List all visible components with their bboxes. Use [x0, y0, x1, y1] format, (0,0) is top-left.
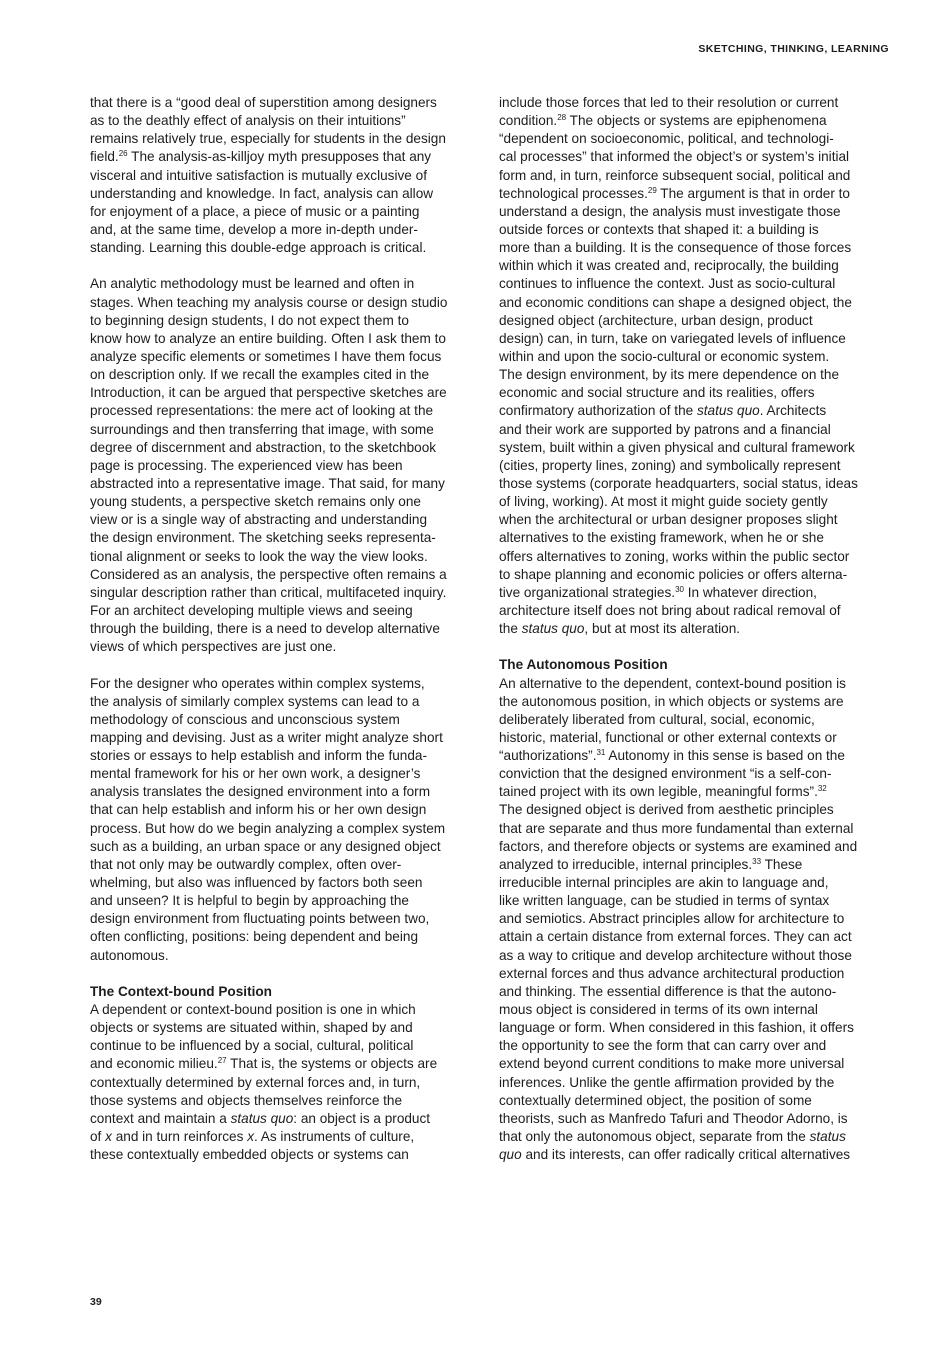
italic-text: status — [809, 1129, 846, 1145]
text-run: that there is a “good deal of superstition among designers — [90, 95, 437, 110]
text-line — [90, 330, 486, 348]
page-number: 39 — [90, 1296, 102, 1308]
footnote-ref: 32 — [817, 784, 827, 794]
paragraph-gap — [90, 965, 486, 983]
text-line — [90, 148, 486, 166]
text-line — [90, 1074, 486, 1092]
text-run: these contextually embedded objects or systems can — [90, 1147, 409, 1163]
text-run: continues to influence the context. Just as socio-cultural — [499, 276, 836, 292]
text-run: methodology of conscious and unconscious system — [90, 711, 400, 727]
text-run: whelming, but also was influenced by factors both seen — [90, 875, 423, 891]
text-run: : an object is a product — [293, 1110, 431, 1126]
text-line — [90, 928, 486, 946]
text-run: view or is a single way of abstracting and understanding — [90, 512, 428, 528]
text-line — [90, 294, 486, 312]
italic-text: x — [105, 1129, 112, 1145]
text-line — [90, 312, 486, 330]
text-run: The designed object is derived from aesthetic principles — [499, 802, 834, 818]
text-run: irreducible internal principles are akin to language and, — [499, 875, 829, 891]
text-run: the autonomous position, in which objects or systems are — [499, 693, 844, 709]
text-run: design) can, in turn, take on variegated levels of influence — [499, 330, 846, 346]
text-line — [499, 801, 895, 819]
text-run: know how to analyze an entire building. Often I ask them to — [90, 330, 446, 346]
text-line — [499, 838, 895, 856]
text-run: deliberately liberated from cultural, social, economic, — [499, 711, 815, 727]
text-line — [499, 693, 895, 711]
text-run: For an architect developing multiple views and seeing — [90, 602, 413, 618]
footnote-ref: 30 — [675, 584, 684, 594]
right-column — [499, 94, 895, 1164]
text-line — [499, 1092, 895, 1110]
text-run: mental framework for his or her own work, a designer’s — [90, 766, 421, 782]
italic-text: status quo — [696, 403, 760, 419]
text-line — [90, 856, 486, 874]
text-line — [499, 330, 895, 348]
text-run: Autonomy in this sense is based on the — [605, 748, 845, 764]
text-line — [499, 656, 895, 674]
text-line — [499, 493, 895, 511]
text-line — [90, 457, 486, 475]
text-line — [90, 874, 486, 892]
text-run: standing. Learning this double-edge approach is critical. — [90, 240, 427, 256]
text-run: An analytic methodology must be learned and often in — [90, 276, 415, 292]
text-run: language or form. When considered in this fashion, it offers — [499, 1020, 854, 1036]
text-line — [499, 384, 895, 402]
text-line — [90, 1092, 486, 1110]
text-line — [499, 566, 895, 584]
text-line — [499, 148, 895, 166]
text-run: those systems and objects themselves reinforce the — [90, 1092, 403, 1108]
text-line — [90, 602, 486, 620]
paragraph-gap — [90, 257, 486, 275]
paragraph-gap — [499, 638, 895, 656]
text-line — [499, 294, 895, 312]
text-run: economic and social structure and its realities, offers — [499, 385, 815, 401]
text-run: remains relatively true, especially for students in the design — [90, 131, 446, 147]
text-line — [90, 130, 486, 148]
text-run: Introduction, it can be argued that perspective sketches are — [90, 385, 447, 401]
text-run: through the building, there is a need to develop alternative — [90, 621, 440, 637]
text-line — [499, 856, 895, 874]
text-line — [90, 94, 486, 112]
text-line — [499, 1128, 895, 1146]
text-line — [499, 965, 895, 983]
text-line — [90, 239, 486, 257]
running-head: SKETCHING, THINKING, LEARNING — [698, 43, 889, 55]
text-run: that not only may be outwardly complex, often over- — [90, 856, 402, 872]
text-run: offers alternatives to zoning, works within the public sector — [499, 548, 850, 564]
text-line — [499, 185, 895, 203]
text-line — [499, 874, 895, 892]
italic-text: status quo — [230, 1110, 294, 1126]
text-run: and economic conditions can shape a designed object, the — [499, 294, 852, 310]
text-run: mapping and devising. Just as a writer might analyze short — [90, 729, 443, 745]
text-run: In whatever direction, — [683, 584, 817, 600]
section-heading: The Autonomous Position — [499, 657, 668, 673]
text-line — [90, 947, 486, 965]
text-line — [90, 983, 486, 1001]
text-line — [499, 457, 895, 475]
text-run: outside forces or contexts that shaped it: a building is — [499, 221, 819, 237]
text-run: more than a building. It is the consequence of those forces — [499, 240, 852, 256]
text-run: include those forces that led to their resolution or current — [499, 95, 839, 110]
text-line — [90, 511, 486, 529]
text-run: cal processes” that informed the object’s or system’s initial — [499, 149, 850, 165]
left-column — [90, 94, 486, 1164]
text-line — [499, 548, 895, 566]
text-line — [499, 602, 895, 620]
text-line — [499, 1110, 895, 1128]
section-heading: The Context-bound Position — [90, 983, 272, 999]
text-run: processed representations: the mere act of looking at the — [90, 403, 434, 419]
footnote-ref: 28 — [557, 113, 567, 123]
text-run: condition. — [499, 113, 558, 129]
text-run: that are separate and thus more fundamental than external — [499, 820, 854, 836]
text-line — [90, 1110, 486, 1128]
text-run: form and, in turn, reinforce subsequent social, political and — [499, 167, 851, 183]
text-line — [90, 475, 486, 493]
text-line — [499, 221, 895, 239]
text-run: to shape planning and economic policies or offers alterna- — [499, 566, 848, 582]
text-run: and unseen? It is helpful to begin by approaching the — [90, 893, 409, 909]
italic-text: status quo — [521, 621, 585, 637]
text-run: and thinking. The essential difference is that the autono- — [499, 983, 837, 999]
text-line — [499, 1055, 895, 1073]
text-run: The design environment, by its mere dependence on the — [499, 367, 840, 383]
text-run: of living, working). At most it might guide society gently — [499, 494, 828, 510]
text-run: and their work are supported by patrons and a financial — [499, 421, 831, 437]
text-line — [499, 584, 895, 602]
text-line — [499, 675, 895, 693]
text-line — [90, 638, 486, 656]
text-run: views of which perspectives are just one. — [90, 639, 337, 655]
text-line — [499, 239, 895, 257]
text-line — [90, 1037, 486, 1055]
text-line — [499, 421, 895, 439]
text-run: page is processing. The experienced view has been — [90, 457, 403, 473]
text-run: external forces and thus advance architectural production — [499, 965, 845, 981]
text-run: system, built within a given physical and cultural framework — [499, 439, 855, 455]
text-run: objects or systems are situated within, shaped by and — [90, 1020, 413, 1036]
text-line — [90, 348, 486, 366]
text-run: abstracted into a representative image. That said, for many — [90, 475, 445, 491]
text-line — [499, 1074, 895, 1092]
text-line — [90, 203, 486, 221]
text-line — [499, 620, 895, 638]
text-run: stages. When teaching my analysis course or design studio — [90, 294, 448, 310]
text-line — [90, 384, 486, 402]
footnote-ref: 29 — [647, 185, 657, 195]
text-line — [499, 130, 895, 148]
text-run: the design environment. The sketching seeks representa- — [90, 530, 436, 546]
text-run: factors, and therefore objects or systems are examined and — [499, 838, 858, 854]
italic-text: quo — [499, 1147, 522, 1163]
text-run: That is, the systems or objects are — [226, 1056, 438, 1072]
text-run: on description only. If we recall the examples cited in the — [90, 367, 430, 383]
text-run: theorists, such as Manfredo Tafuri and Theodor Adorno, is — [499, 1110, 848, 1126]
text-line — [90, 765, 486, 783]
text-run: the analysis of similarly complex systems can lead to a — [90, 693, 420, 709]
text-run: historic, material, functional or other external contexts or — [499, 729, 837, 745]
text-line — [499, 257, 895, 275]
text-run: that only the autonomous object, separate from the — [499, 1129, 810, 1145]
text-run: young students, a perspective sketch remains only one — [90, 494, 421, 510]
text-line — [90, 801, 486, 819]
text-run: process. But how do we begin analyzing a complex system — [90, 820, 446, 836]
text-run: For the designer who operates within complex systems, — [90, 675, 425, 691]
text-run: the — [499, 621, 522, 637]
text-line — [90, 783, 486, 801]
text-line — [90, 439, 486, 457]
footnote-ref: 26 — [118, 149, 128, 159]
paragraph-gap — [90, 656, 486, 674]
text-line — [499, 1001, 895, 1019]
text-line — [499, 928, 895, 946]
text-line — [499, 475, 895, 493]
text-line — [499, 529, 895, 547]
text-line — [90, 529, 486, 547]
text-line — [90, 548, 486, 566]
text-line — [499, 1037, 895, 1055]
text-run: stories or essays to help establish and inform the funda- — [90, 748, 428, 764]
text-run: “authorizations”. — [499, 748, 597, 764]
text-run: degree of discernment and abstraction, to the sketchbook — [90, 439, 437, 455]
text-run: conviction that the designed environment “is a self-con- — [499, 766, 832, 782]
text-run: The objects or systems are epiphenomena — [566, 113, 827, 129]
text-run: when the architectural or urban designer proposes slight — [499, 512, 838, 528]
italic-text: x — [247, 1129, 254, 1145]
text-line — [90, 747, 486, 765]
text-run: confirmatory authorization of the — [499, 403, 697, 419]
text-line — [90, 275, 486, 293]
text-run: and semiotics. Abstract principles allow for architecture to — [499, 911, 845, 927]
text-line — [499, 511, 895, 529]
text-line — [499, 1019, 895, 1037]
text-run: contextually determined object, the position of some — [499, 1092, 812, 1108]
text-run: understanding and knowledge. In fact, analysis can allow — [90, 185, 434, 201]
text-run: These — [761, 856, 803, 872]
text-run: tive organizational strategies. — [499, 584, 676, 600]
text-run: such as a building, an urban space or any designed object — [90, 838, 441, 854]
text-run: architecture itself does not bring about radical removal of — [499, 602, 841, 618]
text-run: continue to be influenced by a social, cultural, political — [90, 1038, 414, 1054]
text-run: field. — [90, 149, 119, 165]
text-line — [90, 711, 486, 729]
text-run: inferences. Unlike the gentle affirmation provided by the — [499, 1074, 835, 1090]
text-run: for enjoyment of a place, a piece of music or a painting — [90, 203, 420, 219]
text-line — [499, 94, 895, 112]
text-line — [90, 1146, 486, 1164]
text-line — [499, 947, 895, 965]
text-run: singular description rather than critical, multifaceted inquiry. — [90, 584, 447, 600]
text-run: within and upon the socio-cultural or economic system. — [499, 348, 830, 364]
text-line — [90, 566, 486, 584]
text-line — [90, 620, 486, 638]
text-run: as to the deathly effect of analysis on their intuitions” — [90, 113, 406, 129]
text-line — [499, 711, 895, 729]
text-run: and in turn reinforces — [111, 1129, 248, 1145]
text-line — [90, 892, 486, 910]
text-line — [499, 112, 895, 130]
text-line — [90, 729, 486, 747]
text-run: the opportunity to see the form that can carry over and — [499, 1038, 827, 1054]
text-run: design environment from fluctuating points between two, — [90, 911, 430, 927]
text-line — [499, 312, 895, 330]
text-run: to beginning design students, I do not expect them to — [90, 312, 409, 328]
text-run: designed object (architecture, urban design, product — [499, 312, 813, 328]
text-run: attain a certain distance from external forces. They can act — [499, 929, 852, 945]
text-line — [90, 366, 486, 384]
text-run: . As instruments of culture, — [253, 1129, 415, 1145]
text-line — [90, 185, 486, 203]
text-line — [499, 747, 895, 765]
text-line — [499, 783, 895, 801]
text-run: (cities, property lines, zoning) and symbolically represent — [499, 457, 841, 473]
text-line — [90, 675, 486, 693]
text-line — [90, 838, 486, 856]
text-line — [90, 167, 486, 185]
text-line — [499, 402, 895, 420]
text-run: those systems (corporate headquarters, social status, ideas — [499, 475, 858, 491]
text-run: often conflicting, positions: being dependent and being — [90, 929, 419, 945]
text-line — [90, 910, 486, 928]
text-run: extend beyond current conditions to make more universal — [499, 1056, 845, 1072]
text-line — [90, 693, 486, 711]
text-run: surroundings and then transferring that image, with some — [90, 421, 434, 437]
text-line — [90, 1128, 486, 1146]
text-run: and economic milieu. — [90, 1056, 218, 1072]
text-line — [499, 275, 895, 293]
footnote-ref: 31 — [596, 748, 606, 758]
text-line — [499, 167, 895, 185]
text-line — [90, 421, 486, 439]
text-line — [499, 820, 895, 838]
text-run: analyzed to irreducible, internal principles. — [499, 856, 753, 872]
text-line — [499, 366, 895, 384]
text-run: alternatives to the existing framework, when he or she — [499, 530, 824, 546]
text-run: technological processes. — [499, 185, 648, 201]
text-line — [90, 820, 486, 838]
text-run: tained project with its own legible, meaningful forms”. — [499, 784, 818, 800]
text-run: “dependent on socioeconomic, political, and technologi- — [499, 131, 834, 147]
text-line — [499, 439, 895, 457]
text-run: visceral and intuitive satisfaction is mutually exclusive of — [90, 167, 427, 183]
text-line — [499, 910, 895, 928]
text-run: and its interests, can offer radically critical alternatives — [521, 1147, 851, 1163]
text-line — [90, 493, 486, 511]
text-run: The argument is that in order to — [656, 185, 850, 201]
text-run: An alternative to the dependent, context-bound position is — [499, 675, 846, 691]
text-run: contextually determined by external forces and, in turn, — [90, 1074, 421, 1090]
text-run: tional alignment or seeks to look the way the view looks. — [90, 548, 428, 564]
text-run: . Architects — [759, 403, 827, 419]
text-run: like written language, can be studied in terms of syntax — [499, 893, 830, 909]
text-line — [499, 1146, 895, 1164]
text-run: Considered as an analysis, the perspective often remains a — [90, 566, 447, 582]
text-run: understand a design, the analysis must investigate those — [499, 203, 841, 219]
text-line — [90, 1001, 486, 1019]
text-line — [90, 1019, 486, 1037]
text-line — [90, 402, 486, 420]
text-run: as a way to critique and develop architecture without those — [499, 947, 852, 963]
text-run: that can help establish and inform his or her own design — [90, 802, 427, 818]
text-run: and, at the same time, develop a more in-depth under- — [90, 221, 418, 237]
text-run: context and maintain a — [90, 1110, 231, 1126]
text-line — [90, 221, 486, 239]
footnote-ref: 27 — [217, 1056, 227, 1066]
text-line — [499, 765, 895, 783]
text-line — [499, 729, 895, 747]
text-run: analyze specific elements or sometimes I have them focus — [90, 348, 442, 364]
text-line — [499, 203, 895, 221]
text-run: of — [90, 1129, 106, 1145]
text-line — [499, 983, 895, 1001]
text-run: , but at most its alteration. — [584, 621, 741, 637]
text-run: autonomous. — [90, 947, 169, 963]
footnote-ref: 33 — [752, 856, 762, 866]
text-line — [90, 584, 486, 602]
text-run: The analysis-as-killjoy myth presupposes that any — [127, 149, 432, 165]
text-line — [90, 112, 486, 130]
text-run: A dependent or context-bound position is one in which — [90, 1002, 416, 1018]
text-run: analysis translates the designed environment into a form — [90, 784, 431, 800]
text-line — [499, 348, 895, 366]
text-run: within which it was created and, reciprocally, the building — [499, 258, 839, 274]
text-line — [499, 892, 895, 910]
text-run: mous object is considered in terms of its own internal — [499, 1002, 818, 1018]
text-line — [90, 1055, 486, 1073]
